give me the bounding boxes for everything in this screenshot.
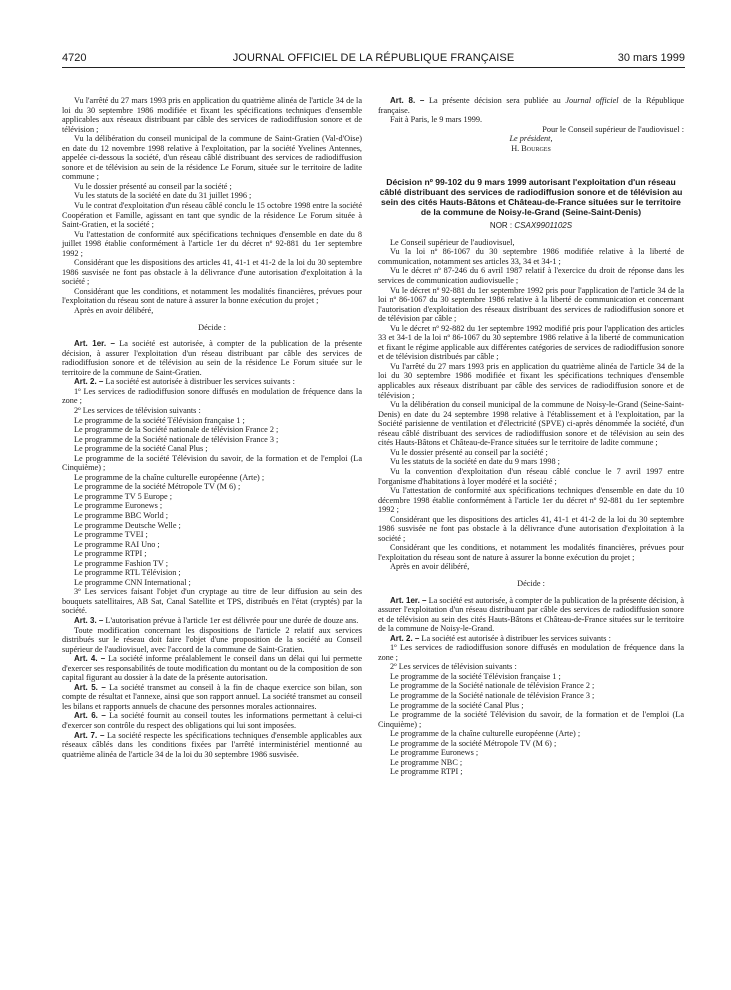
nor-label: NOR :	[489, 221, 513, 231]
article-label: Art. 2. –	[74, 377, 104, 387]
paragraph: Vu le décret nº 92-881 du 1er septembre 1992 pris pour l'application de l'article 34 de la loi nº 86-1067 du 30 septembre 1986 relative à la liberté de communication et concernant l'autorisation d'exploitation des réseaux distribuant des services de radiodiffusion sonore et de télévision par câble ;	[378, 285, 684, 324]
article-text: La société respecte les spécifications techniques d'ensemble applicables aux réseaux câblés dans les conditions fixées par l'arrêté interministériel mentionné au quatrième alinéa de l'article 34 de la loi du 30 septembre 1986 susvisée.	[62, 730, 363, 759]
article-text: La société est autorisée à distribuer les services suivants :	[105, 377, 295, 387]
paragraph: Vu le contrat d'exploitation d'un réseau câblé conclu le 15 octobre 1998 entre la société Coopération et Famille, agissant en tant que syndic de la résidence Le Forum située à Saint-Gratien, et la société ;	[62, 201, 362, 230]
signed-line: Fait à Paris, le 9 mars 1999.	[390, 115, 483, 125]
journal-title: JOURNAL OFFICIEL DE LA RÉPUBLIQUE FRANÇAISE	[232, 52, 515, 64]
paragraph: Après en avoir délibéré,	[390, 562, 470, 572]
article-text: La société informe préalablement le conseil dans un délai qui lui permette d'exercer ses responsabilités de toute modification du montant ou de la composition de son capital figurant au dossier à la date de la présente autorisation.	[62, 654, 363, 683]
list-item: Le programme TVEI ;	[74, 530, 148, 540]
list-item: Le programme Fashion TV ;	[74, 558, 169, 568]
article-label: Art. 6. –	[74, 711, 106, 721]
nor-reference	[378, 221, 684, 231]
paragraph: Vu la loi nº 86-1067 du 30 septembre 1986 modifiée relative à la liberté de communication, notamment ses articles 33, 34 et 34-1 ;	[378, 247, 684, 266]
paragraph: Vu le décret nº 87-246 du 6 avril 1987 relatif à l'exercice du droit de réponse dans les services de communication audiovisuelle ;	[378, 266, 684, 286]
list-item: 1º Les services de radiodiffusion sonore diffusés en modulation de fréquence dans la zone ;	[378, 643, 684, 662]
list-item: Le programme RAI Uno ;	[74, 539, 160, 549]
list-item: Le programme de la Société nationale de télévision France 2 ;	[74, 425, 279, 435]
article-8	[378, 96, 684, 115]
paragraph: Vu les statuts de la société en date du 9 mars 1998 ;	[390, 457, 560, 467]
list-item: Le programme de la société Télévision du savoir, de la formation et de l'emploi (La Cinquième) ;	[62, 453, 362, 473]
paragraph: Considérant que les dispositions des articles 41, 41-1 et 41-2 de la loi du 30 septembre 1986 susvisée ne font pas obstacle à la délivrance d'une autorisation d'exploitation à la société ;	[62, 258, 362, 287]
article-6	[62, 711, 362, 730]
article-2	[378, 634, 684, 644]
paragraph: Le Conseil supérieur de l'audiovisuel,	[390, 237, 515, 247]
decision-title: Décision nº 99-102 du 9 mars 1999 autorisant l'exploitation d'un réseau câblé distribuant des services de radiodiffusion sonore et de télévision au sein des cités Hauts-Bâtons et Château-de-France situées sur le territoire de la commune de Noisy-le-Grand (Seine-Saint-Denis)	[379, 177, 683, 218]
paragraph: Vu la délibération du conseil municipal de la commune de Noisy-le-Grand (Seine-Saint-Denis) en date du 24 septembre 1998 relative à l'établissement et à l'exploitation, par la Société parisienne de ventilation et d'électricité (SPVE) ci-après dénommée la société, d'un réseau câblé distribuant des services de radiodiffusion sonore et de télévision au sein des cités Hauts-Bâtons et Château-de-France situées sur le territoire de ladite commune ;	[378, 400, 684, 448]
paragraph: Toute modification concernant les dispositions de l'article 2 relatif aux services distribués sur le réseau doit faire l'objet d'une proposition de la société au Conseil supérieur de l'audiovisuel, avec l'accord de la commune de Saint-Gratien.	[62, 625, 362, 654]
list-item: Le programme BBC World ;	[74, 510, 169, 520]
journal-name: Journal officiel	[565, 96, 619, 105]
paragraph: Vu l'attestation de conformité aux spécifications techniques d'ensemble en date du 8 juillet 1998 établie conformément à l'article 1er du décret nº 92-881 du 1er septembre 1992 ;	[62, 229, 362, 258]
article-1	[62, 339, 362, 377]
list-item: 3º Les services faisant l'objet d'un cryptage au titre de leur diffusion au sein des bouquets satellitaires, AB Sat, Canal Satellite et TPS, distribués en l'état (cryptés) par la société.	[62, 587, 362, 616]
list-item: Le programme RTPI ;	[74, 549, 147, 559]
for-council: Pour le Conseil supérieur de l'audiovisuel :	[542, 124, 684, 134]
paragraph: Vu l'arrêté du 27 mars 1993 pris en application du quatrième alinéa de l'article 34 de la loi du 30 septembre 1986 modifiée et fixant les spécifications techniques d'ensemble applicables aux réseaux distribuant par câble des services de radiodiffusion sonore et de télévision ;	[62, 96, 362, 134]
list-item: 2º Les services de télévision suivants :	[390, 662, 517, 672]
list-item: 2º Les services de télévision suivants :	[74, 405, 201, 415]
list-item: Le programme Euronews ;	[390, 748, 479, 758]
paragraph: Vu la convention d'exploitation d'un réseau câblé conclue le 7 avril 1997 entre l'organisme d'habitations à loyer modéré et la société ;	[378, 466, 684, 486]
list-item: Le programme CNN International ;	[74, 577, 191, 587]
paragraph: Considérant que les conditions, et notamment les modalités financières, prévues pour l'exploitation du réseau sont de nature à assurer la bonne exécution du projet ;	[378, 543, 684, 562]
list-item: Le programme de la société Canal Plus ;	[74, 444, 208, 454]
list-item: Le programme RTPI ;	[390, 767, 463, 777]
article-label: Art. 1er. –	[74, 339, 115, 349]
article-text: L'autorisation prévue à l'article 1er est délivrée pour une durée de douze ans.	[105, 615, 359, 625]
left-column	[62, 96, 362, 759]
paragraph: Considérant que les conditions, et notamment les modalités financières, prévues pour l'exploitation du réseau sont de nature à assurer la bonne exécution du projet ;	[62, 286, 362, 306]
article-4	[62, 654, 362, 683]
list-item: Le programme de la société Canal Plus ;	[390, 700, 524, 710]
article-label: Art. 7. –	[74, 730, 105, 740]
article-label: Art. 3. –	[74, 615, 104, 625]
article-7	[62, 731, 362, 760]
page-number: 4720	[62, 52, 87, 64]
article-text: La présente décision sera publiée au	[428, 96, 561, 105]
paragraph: Vu le décret nº 92-882 du 1er septembre 1992 modifié pris pour l'application des articles 33 et 34-1 de la loi nº 86-1067 du 30 septembre 1986 relative à la liberté de communication et fixant le régime applicable aux différentes catégories de services de radiodiffusion sonore et de télévision distribués par câble ;	[378, 323, 684, 362]
paragraph: Vu la délibération du conseil municipal de la commune de Saint-Gratien (Val-d'Oise) en date du 12 novembre 1998 relative à l'exploitation, par la société Yvelines Antennes, appelée ci-dessous la société, d'un réseau câblé distribuant des services de radiodiffusion sonore et de télévision au sein de la résidence Le Forum, située sur le territoire de ladite commune ;	[62, 134, 362, 182]
article-2	[62, 377, 362, 387]
paragraph: Considérant que les dispositions des articles 41, 41-1 et 41-2 de la loi du 30 septembre 1986 susvisée ne font pas obstacle à la délivrance d'une autorisation d'exploitation à la société ;	[378, 514, 684, 543]
list-item: Le programme de la société Métropole TV (M 6) ;	[390, 738, 557, 748]
president-title: Le président,	[509, 134, 553, 144]
header-rule	[62, 67, 685, 68]
article-text: La société fournit au conseil toutes les informations permettant à celui-ci d'exercer son contrôle du respect des obligations qui lui sont imposées.	[62, 711, 362, 730]
president-name: H. Bourges	[511, 143, 551, 153]
paragraph: Vu l'arrêté du 27 mars 1993 pris en application du quatrième alinéa de l'article 34 de la loi du 30 septembre 1986 modifiée et fixant les spécifications techniques d'ensemble applicables aux réseaux distribuant par câble des services de radiodiffusion sonore et de télévision ;	[378, 361, 684, 400]
paragraph: Après en avoir délibéré,	[74, 306, 154, 316]
article-1	[378, 596, 684, 634]
list-item: Le programme de la Société nationale de télévision France 3 ;	[390, 690, 595, 700]
list-item: Le programme de la chaîne culturelle européenne (Arte) ;	[74, 472, 265, 482]
article-3	[62, 616, 362, 626]
article-text: de la République française.	[378, 96, 685, 115]
decide-heading: Décide :	[198, 322, 226, 332]
article-text: La société transmet au conseil à la fin de chaque exercice son bilan, son compte de résultat et l'annexe, ainsi que son rapport annuel. La société transmet au conseil les bilans et rapports annuels de chacune des personnes morales actionnaires.	[62, 682, 362, 711]
issue-date: 30 mars 1999	[617, 52, 685, 64]
article-label: Art. 8. –	[390, 96, 425, 105]
list-item: Le programme TV 5 Europe ;	[74, 491, 172, 501]
list-item: Le programme de la société Télévision française 1 ;	[74, 415, 245, 425]
list-item: Le programme de la Société nationale de télévision France 2 ;	[390, 681, 595, 691]
article-label: Art. 1er. –	[390, 595, 427, 605]
article-5	[62, 683, 362, 712]
paragraph: Vu le dossier présenté au conseil par la société ;	[74, 181, 232, 191]
article-text: La société est autorisée, à compter de la publication de la présente décision, à assurer l'exploitation d'un réseau distribuant par câble des services de radiodiffusion sonore et de télévision au sein de la résidence Le Forum située sur le territoire de la commune de Saint-Gratien.	[62, 339, 363, 377]
list-item: Le programme NBC ;	[390, 757, 463, 767]
list-item: Le programme de la société Télévision française 1 ;	[390, 671, 561, 681]
list-item: Le programme de la Société nationale de télévision France 3 ;	[74, 434, 279, 444]
decide-heading: Décide :	[517, 578, 545, 588]
article-label: Art. 4. –	[74, 654, 106, 664]
list-item: Le programme Deutsche Welle ;	[74, 520, 181, 530]
paragraph: Vu les statuts de la société en date du 31 juillet 1996 ;	[74, 191, 252, 201]
list-item: Le programme de la société Télévision du savoir, de la formation et de l'emploi (La Cinquième) ;	[378, 710, 684, 729]
nor-code: CSAX9901102S	[514, 221, 573, 231]
list-item: Le programme Euronews ;	[74, 501, 163, 511]
article-text: La société est autorisée à distribuer les services suivants :	[421, 633, 611, 643]
page-header	[62, 50, 685, 66]
right-column	[378, 96, 684, 777]
list-item: Le programme RTL Télévision ;	[74, 568, 181, 578]
list-item: Le programme de la société Métropole TV (M 6) ;	[74, 482, 241, 492]
article-label: Art. 2. –	[390, 633, 420, 643]
paragraph: Vu l'attestation de conformité aux spécifications techniques d'ensemble en date du 10 décembre 1998 établie conformément à l'article 1er du décret nº 92-881 du 1er septembre 1992 ;	[378, 486, 684, 515]
paragraph: Vu le dossier présenté au conseil par la société ;	[390, 447, 548, 457]
list-item: Le programme de la chaîne culturelle européenne (Arte) ;	[390, 729, 581, 739]
article-label: Art. 5. –	[74, 682, 106, 692]
list-item: 1º Les services de radiodiffusion sonore diffusés en modulation de fréquence dans la zone ;	[62, 386, 362, 406]
article-text: La société est autorisée, à compter de la publication de la présente décision, à assurer l'exploitation d'un réseau distribuant par câble des services de radiodiffusion sonore et de télévision au sein des cités Hauts-Bâtons et Château-de-France situées sur le territoire de la commune de Noisy-le-Grand.	[378, 595, 685, 634]
